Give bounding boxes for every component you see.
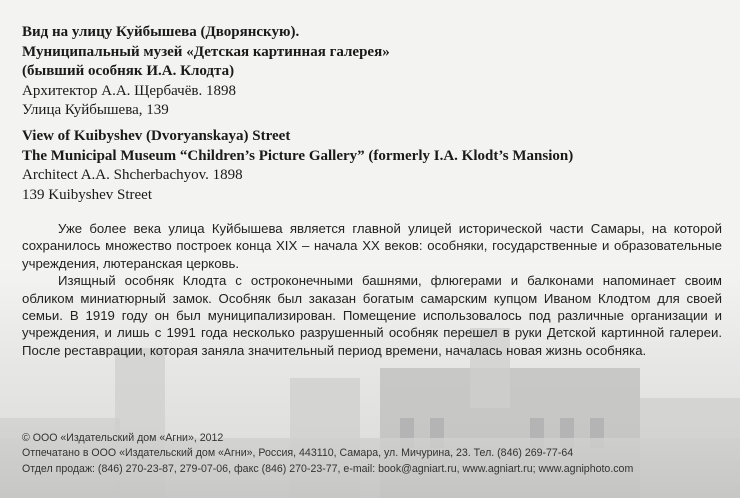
caption-title-en: View of Kuibyshev (Dvoryanskaya) Street — [22, 128, 291, 144]
caption-former-ru: (бывший особняк И.А. Клодта) — [22, 63, 235, 79]
imprint — [22, 431, 732, 477]
description-paragraph-1: Уже более века улица Куйбышева является главной улицей исторической части Самары, на которой сохранилось множество построек конца XIX – начала XX веков: особняки, государственные и образовательные учреждения, лютеранская церковь. — [22, 221, 722, 271]
caption-architect-en: Architect A.A. Shcherbachyov. 1898 — [22, 167, 243, 183]
caption-architect-ru: Архитектор А.А. Щербачёв. 1898 — [22, 82, 236, 99]
russian-caption — [22, 23, 722, 121]
sales-line: Отдел продаж: (846) 270-23-87, 279-07-06, факс (846) 270-23-77, e-mail: book@agniart.ru, www.agniart.ru; www.agniphoto.com — [22, 462, 634, 475]
caption-title-ru: Вид на улицу Куйбышева (Дворянскую). — [22, 24, 300, 40]
description-paragraph-2: Изящный особняк Клодта с остроконечными башнями, флюгерами и балконами напоминает своим обликом миниатюрный замок. Особняк был заказан богатым самарским купцом Иваном Клодтом для своей семьи. В 1919 году он был муниципализирован. Помещение использовалось под различные организации и учреждения, и лишь с 1991 года несколько разрушенный особняк перешел в руки Детской картинной галереи. После реставрации, которая заняла значительный период времени, началась новая жизнь особняка. — [22, 273, 722, 358]
caption-museum-ru: Муниципальный музей «Детская картинная галерея» — [22, 43, 390, 60]
description — [22, 220, 722, 359]
caption-address-en: 139 Kuibyshev Street — [22, 186, 152, 203]
copyright-line: © ООО «Издательский дом «Агни», 2012 — [22, 432, 224, 444]
english-caption — [22, 127, 732, 205]
printed-line: Отпечатано в ООО «Издательский дом «Агни», Россия, 443110, Самара, ул. Мичурина, 23. Тел. (846) 269-77-64 — [22, 447, 574, 460]
caption-address-ru: Улица Куйбышева, 139 — [22, 102, 169, 118]
caption-museum-en: The Municipal Museum “Children’s Picture Gallery” (formerly I.A. Klodt’s Mansion) — [22, 147, 574, 164]
